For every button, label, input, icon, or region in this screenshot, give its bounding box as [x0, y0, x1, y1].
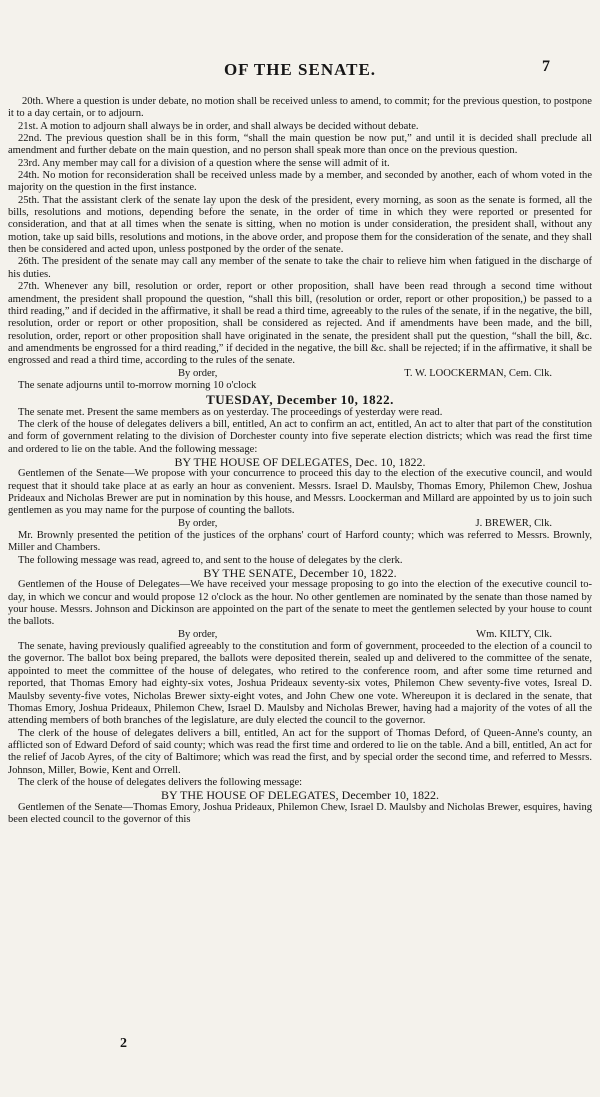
rule-22: 22nd. The previous question shall be in this form, “shall the main question be now put,” and until it is decided shall preclude all amendment and further debate on the main question, and no person shall speak more than once on the previous question.	[8, 133, 592, 157]
message-2: Gentlemen of the House of Delegates—We have received your message proposing to go into the election of the executive council to-day, in which we concur and would propose 12 o'clock as the hour. No other gentlemen are nominated by the senate than those named by your house. Messrs. Johnson and Dickinson are appointed on the part of the senate to meet the gentlemen selected by your house to count the ballots.	[8, 579, 592, 628]
rule-25: 25th. That the assistant clerk of the senate lay upon the desk of the president, every morning, as soon as the senate is formed, all the bills, resolutions and motions, depending before the senate, in the order of time in which they were reported or presented for consideration, and that at all times when the senate is sitting, when no motion is under consideration, the president shall, without any motion, take up said bills, resolutions and motions, in the above order, and propose them for the consideration of the senate, and they shall then be considered and acted upon, unless postponed by the order of the senate.	[8, 194, 592, 256]
signoff-signer: Wm. KILTY, Clk.	[476, 628, 552, 640]
signoff-by-order: By order,	[178, 367, 218, 379]
senate-heading: BY THE SENATE, December 10, 1822.	[203, 566, 397, 581]
message-3: Gentlemen of the Senate—Thomas Emory, Joshua Prideaux, Philemon Chew, Israel D. Maulsby and Nicholas Brewer, esquires, having been elected council to the governor of this	[8, 801, 592, 825]
running-title: OF THE SENATE.	[223, 60, 377, 79]
rule-26: 26th. The president of the senate may call any member of the senate to take the chair to relieve him when fatigued in the discharge of his duties.	[8, 256, 592, 280]
para-clerk-bill-1: The clerk of the house of delegates delivers a bill, entitled, An act to confirm an act, entitled, An act to alter that part of the constitution and form of government relating to the division of Dorchester county into five seperate election districts; which was read the first time and ordered to lie on the table. And the following message:	[8, 418, 592, 455]
message-1: Gentlemen of the Senate—We propose with your concurrence to proceed this day to the election of the executive council, and would request that it should take place at as early an hour as convenient. Messrs. Israel D. Maulsby, Thomas Emory, Philemon Chew, Joshua Prideaux and Nicholas Brewer are put in nomination by this house, and Messrs. Loockerman and Millard are appointed by us to join such gentlemen as you may name for the purpose of counting the ballots.	[8, 468, 592, 517]
house-heading-1: BY THE HOUSE OF DELEGATES, Dec. 10, 1822.	[174, 454, 426, 469]
rule-27: 27th. Whenever any bill, resolution or order, report or other proposition, shall have been read through a second time without amendment, the president shall propound the question, “shall this bill, (resolution or order, report or other proposition,) be passed to a third reading,” and if decided in the affirmative, it shall be read a third time, agreeably to the rules of the senate, if in the negative, the bill, resolution, order or report or other proposition, shall be considered as rejected. And if amendments have been made, and the bill, resolution, order, report or other proposition shall have originated in the senate, the president shall put the question, “shall the bill, &c. and amendments be engrossed for a third reading,” if decided in the negative, the bill &c. shall be rejected; if in the affirmative, it shall be engrossed and read a third time, according to the rules of the senate.	[8, 281, 592, 367]
rule-24: 24th. No motion for reconsideration shall be received unless made by a member, and seconded by another, each of whom voted in the majority on the question in the first instance.	[8, 170, 592, 194]
signoff-3	[8, 629, 592, 641]
body-text	[8, 96, 592, 826]
para-clerk-bill-2: The clerk of the house of delegates delivers a bill, entitled, An act for the support of Thomas Deford, of Queen-Anne's county, an afflicted son of Edward Deford of said county; which was read the first time and ordered to lie on the table. And a bill, entitled, An act for the relief of Jacob Ayres, of the city of Baltimore; which was read the first, and by special order the second time, and referred to Messrs. Johnson, Miller, Bowie, Kent and Orrell.	[8, 727, 592, 776]
rule-20: 20th. Where a question is under debate, no motion shall be received unless to amend, to commit; for the previous question, to postpone it to a day certain, or to adjourn.	[8, 96, 592, 120]
house-heading-2: BY THE HOUSE OF DELEGATES, December 10, 1822.	[161, 788, 439, 803]
signoff-signer: J. BREWER, Clk.	[475, 517, 552, 529]
para-brownly: Mr. Brownly presented the petition of the justices of the orphans' court of Harford county; which was referred to Messrs. Brownly, Miller and Chambers.	[8, 530, 592, 554]
page-number: 7	[542, 58, 550, 75]
para-election: The senate, having previously qualified agreeably to the constitution and form of government, proceeded to the election of a council to the governor. The ballot box being prepared, the ballots were deposited therein, sealed up and delivered to the committee of the senate, appointed to meet the committee of the house of delegates, who retired to the conference room, and after some time returned and reported, that Thomas Emory had eighty-six votes, Joshua Prideaux seventy-six votes, Philemon Chew seventy-five votes, Isreal D. Maulsby seventy-five votes, Nicholas Brewer sixty-eight votes, and John Chew one vote. Whereupon it is declared in the senate, that Thomas Emory, Joshua Prideaux, Philemon Chew, Israel D. Maulsby and Nicholas Brewer, having had a majority of the votes of all the attending members of both branches of the legislature, are duly elected the council to the governor.	[8, 641, 592, 727]
rule-21: 21st. A motion to adjourn shall always be in order, and shall always be decided without debate.	[18, 120, 419, 132]
rule-23: 23rd. Any member may call for a division of a question where the sense will admit of it.	[18, 157, 390, 169]
signature-mark: 2	[120, 1036, 127, 1051]
signoff-by-order: By order,	[178, 628, 218, 640]
signoff-2	[8, 518, 592, 530]
para-following: The following message was read, agreed to, and sent to the house of delegates by the clerk.	[18, 554, 403, 566]
signoff-by-order: By order,	[178, 517, 218, 529]
para-clerk-message: The clerk of the house of delegates delivers the following message:	[18, 776, 303, 788]
signoff-signer: T. W. LOOCKERMAN, Cem. Clk.	[404, 367, 552, 379]
para-senate-met: The senate met. Present the same members as on yesterday. The proceedings of yesterday were read.	[18, 406, 443, 418]
day-heading: TUESDAY, December 10, 1822.	[206, 392, 394, 408]
adjourn-note: The senate adjourns until to-morrow morning 10 o'clock	[18, 379, 257, 391]
signoff-1	[8, 368, 592, 380]
